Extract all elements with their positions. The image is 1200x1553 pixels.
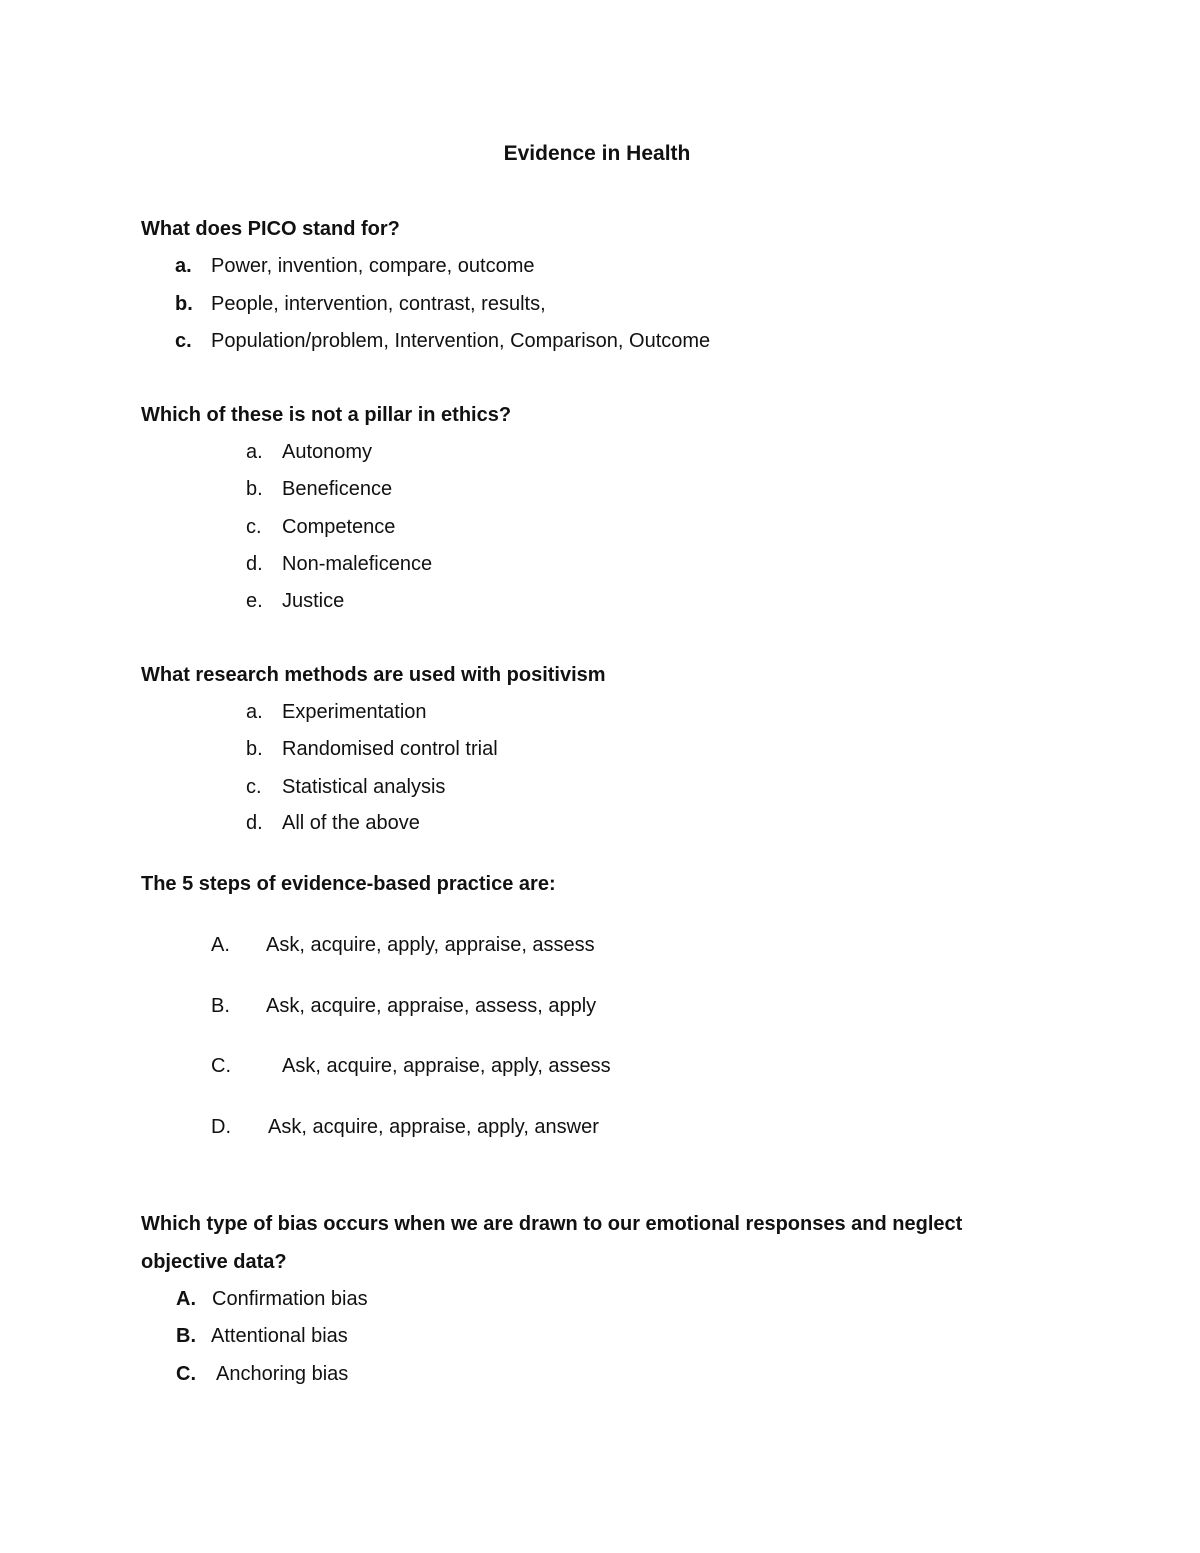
option-text: Population/problem, Intervention, Comparison, Outcome: [211, 330, 711, 352]
question-2-text: Which of these is not a pillar in ethics?: [141, 404, 512, 426]
option-letter: d.: [246, 812, 263, 834]
option-text: Autonomy: [282, 441, 373, 463]
option-letter: a.: [246, 441, 263, 463]
option-text: Ask, acquire, apply, appraise, assess: [266, 934, 595, 956]
option-letter: A.: [176, 1288, 196, 1310]
option-text: Statistical analysis: [282, 776, 446, 798]
option-letter: B.: [176, 1325, 196, 1347]
option-text: People, intervention, contrast, results,: [211, 293, 546, 315]
option-letter: A.: [211, 934, 230, 956]
option-text: Ask, acquire, appraise, assess, apply: [266, 995, 597, 1017]
option-text: Anchoring bias: [216, 1363, 349, 1385]
page-title: Evidence in Health: [503, 142, 691, 165]
option-text: Ask, acquire, appraise, apply, assess: [282, 1055, 611, 1077]
question-4-text: The 5 steps of evidence-based practice are:: [141, 873, 556, 895]
option-text: Beneficence: [282, 478, 393, 500]
option-text: Justice: [282, 590, 345, 612]
option-letter: b.: [246, 738, 263, 760]
option-text: All of the above: [282, 812, 420, 834]
option-letter: c.: [246, 516, 262, 538]
option-text: Confirmation bias: [212, 1288, 368, 1310]
option-text: Power, invention, compare, outcome: [211, 255, 535, 277]
question-5-text: Which type of bias occurs when we are drawn to our emotional responses and neglect objective data?: [141, 1213, 963, 1273]
option-letter: e.: [246, 590, 263, 612]
option-letter: D.: [211, 1116, 231, 1138]
option-letter: C.: [176, 1363, 196, 1385]
option-letter: c.: [246, 776, 262, 798]
option-text: Competence: [282, 516, 396, 538]
question-1-text: What does PICO stand for?: [141, 218, 400, 240]
option-text: Randomised control trial: [282, 738, 498, 760]
option-letter: a.: [175, 255, 192, 277]
option-letter: c.: [175, 330, 192, 352]
option-letter: d.: [246, 553, 263, 575]
option-letter: a.: [246, 701, 263, 723]
option-text: Attentional bias: [211, 1325, 348, 1347]
question-3-text: What research methods are used with positivism: [141, 664, 606, 686]
option-text: Ask, acquire, appraise, apply, answer: [268, 1116, 599, 1138]
option-text: Non-maleficence: [282, 553, 433, 575]
option-letter: b.: [246, 478, 263, 500]
option-letter: C.: [211, 1055, 231, 1077]
option-text: Experimentation: [282, 701, 427, 723]
option-letter: B.: [211, 995, 230, 1017]
option-letter: b.: [175, 293, 193, 315]
